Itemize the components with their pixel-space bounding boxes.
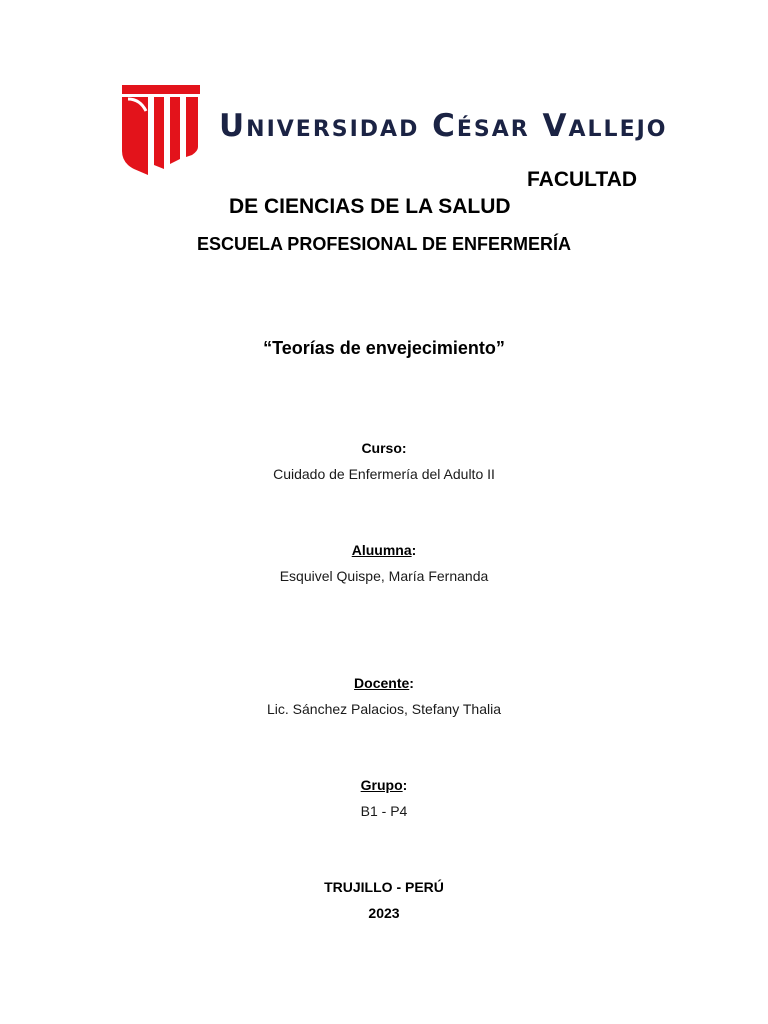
teacher-label-text: Docente	[354, 675, 410, 691]
university-shield-logo-icon	[120, 85, 200, 175]
student-label-text: Aluumna	[351, 542, 412, 558]
group-value: B1 - P4	[360, 803, 408, 819]
student-label-colon: :	[411, 542, 417, 558]
teacher-label	[0, 675, 768, 691]
teacher-value: Lic. Sánchez Palacios, Stefany Thalia	[267, 701, 501, 717]
university-name: Universidad César Vallejo	[219, 108, 668, 144]
student-label	[0, 542, 768, 558]
document-title: “Teorías de envejecimiento”	[263, 338, 505, 358]
group-label-colon: :	[402, 777, 408, 793]
course-value: Cuidado de Enfermería del Adulto II	[273, 466, 495, 482]
group-label	[0, 777, 768, 793]
course-label: Curso:	[361, 440, 407, 456]
teacher-label-colon: :	[409, 675, 414, 691]
footer-place: TRUJILLO - PERÚ	[324, 879, 444, 895]
student-value: Esquivel Quispe, María Fernanda	[279, 568, 489, 584]
group-label-text: Grupo	[360, 777, 403, 793]
faculty-line-2: DE CIENCIAS DE LA SALUD	[229, 195, 511, 218]
footer-year: 2023	[368, 905, 400, 921]
school-name: ESCUELA PROFESIONAL DE ENFERMERÍA	[196, 234, 572, 254]
faculty-line-1: FACULTAD	[527, 168, 638, 191]
